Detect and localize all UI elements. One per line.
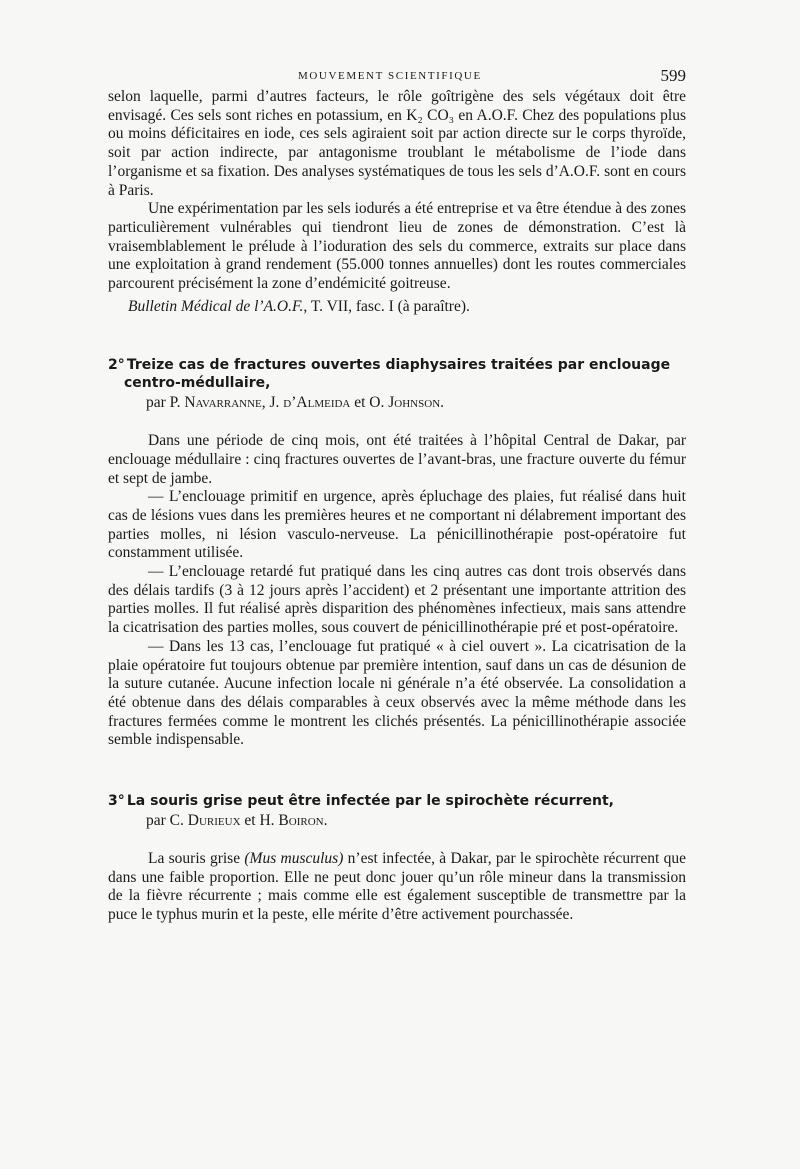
section-2-paragraph-2: — L’enclouage primitif en urgence, après épluchage des plaies, fut réalisé dans huit cas de lésions vues dans les premières heures et ne comportant ni délabrement important des parties molles, ni lésion vasculo-nerveuse. La pénicillinothérapie post-opératoire fut constamment utilisée. — [108, 488, 686, 562]
section-3-byline — [108, 812, 686, 831]
page-number: 599 — [660, 66, 686, 85]
running-title: MOUVEMENT SCIENTIFIQUE — [298, 70, 482, 82]
species-name: (Mus musculus) — [244, 849, 344, 867]
text-part: La souris grise — [148, 849, 245, 867]
running-header — [108, 66, 686, 88]
section-2-heading — [108, 356, 686, 392]
author-johnson: Johnson — [388, 394, 441, 412]
section-3-number: 3° — [108, 793, 125, 810]
section-2-title-line1: Treize cas de fractures ouvertes diaphysaires traitées par enclouage — [126, 357, 671, 374]
byline-prefix: par C. — [146, 812, 184, 830]
author-navarranne: Navarranne — [184, 394, 262, 412]
section-3-paragraph-1 — [108, 850, 686, 925]
section-3-heading — [108, 792, 686, 810]
section-2-paragraph-1: Dans une période de cinq mois, ont été traitées à l’hôpital Central de Dakar, par enclouage médullaire : cinq fractures ouvertes de l’avant-bras, une fracture ouverte du fémur et sept de jambe. — [108, 432, 686, 487]
section-3-title: La souris grise peut être infectée par le spirochète récurrent, — [126, 793, 614, 810]
section-2-byline — [108, 394, 686, 413]
section-2-paragraph-4: — Dans les 13 cas, l’enclouage fut pratiqué « à ciel ouvert ». La cicatrisation de la plaie opératoire fut toujours obtenue par première intention, sauf dans un cas de désunion de la suture cutanée. Aucune infection locale ni générale n’a été observée. La consolidation a été obtenue dans des délais comparables à ceux observés avec la même méthode dans les fractures fermées comme le montrent les clichés présentés. La pénicillinothérapie associée semble indispensable. — [108, 637, 686, 749]
byline-sep: et O. — [350, 394, 385, 412]
citation-details: , T. VII, fasc. I (à paraître). — [303, 297, 470, 315]
section-2-title-line2: centro-médullaire, — [124, 375, 271, 392]
byline-sep: et H. — [240, 812, 275, 830]
page — [108, 66, 686, 925]
author-durieux: Durieux — [187, 812, 241, 830]
text-part: n’est infectée, à Dakar, par le spirochète récurrent que dans une faible proportion. Elle ne peut donc jouer qu’un rôle mineur dans la transmission de la fièvre récurrente ; mais comme elle est également susceptible de transmettre par la puce le typhus murin et la peste, elle mérite d’être activement pourchassée. — [108, 849, 686, 923]
section-2-paragraph-3: — L’enclouage retardé fut pratiqué dans les cinq autres cas dont trois observés dans des délais tardifs (3 à 12 jours après l’accident) et 2 présentant une importante attrition des parties molles. Il fut réalisé après disparition des phénomènes infectieux, mais sans attendre la cicatrisation des parties molles, sous couvert de pénicillinothérapie pré et post-opératoire. — [108, 563, 686, 637]
byline-sep: , J. — [261, 394, 280, 412]
author-boiron: Boiron — [278, 812, 324, 830]
intro-paragraph-1: selon laquelle, parmi d’autres facteurs, le rôle goîtrigène des sels végétaux doit être envisagé. Ces sels sont riches en potassium, en K₂ CO₃ en A.O.F. Chez des populations plus ou moins déficitaires en iode, ces sels agiraient soit par action directe sur le corps thyroïde, soit par action indirecte, par antagonisme troublant le métabolisme de l’iode dans l’organisme et sa fixation. Des analyses systématiques de tous les sels d’A.O.F. sont en cours à Paris. — [108, 88, 686, 199]
intro-paragraph-2: Une expérimentation par les sels iodurés a été entreprise et va être étendue à des zones particulièrement vulnérables qui tiendront lieu de zones de démonstration. C’est là vraisemblablement le prélude à l’ioduration des sels du commerce, extraits sur place dans une exploitation à grand rendement (55.000 tonnes annuelles) dont les routes commerciales parcourent précisément la zone d’endémicité goitreuse. — [108, 200, 686, 293]
section-2-number: 2° — [108, 357, 125, 374]
citation-journal: Bulletin Médical de l’A.O.F. — [128, 297, 304, 315]
byline-prefix: par P. — [146, 394, 181, 412]
citation — [108, 298, 686, 317]
byline-end: . — [440, 394, 445, 412]
byline-end: . — [323, 812, 328, 830]
author-dalmeida: d’Almeida — [283, 394, 351, 412]
